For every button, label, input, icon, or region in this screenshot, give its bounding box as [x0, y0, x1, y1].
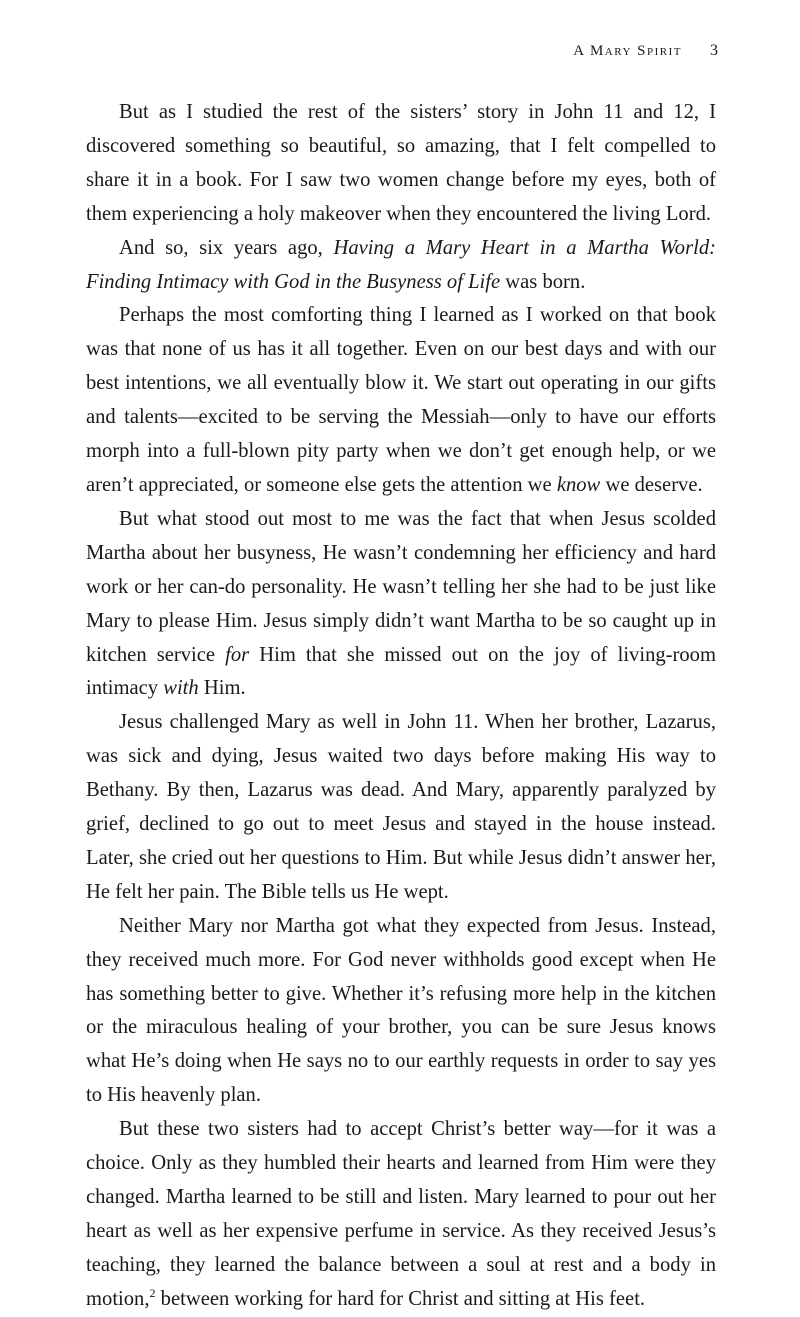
text-segment: we deserve.: [600, 473, 703, 496]
paragraph: [86, 1113, 716, 1316]
text-segment: But as I studied the rest of the sisters’ story in John 11 and 12, I discovered something so beautiful, so amazing, that I felt compelled to share it in a book. For I saw two women change before my eyes, both of them experiencing a holy makeover when they encountered the living Lord.: [86, 101, 716, 225]
text-segment: between working for hard for Christ and sitting at His feet.: [155, 1287, 646, 1310]
running-head: [573, 42, 718, 60]
footnote-marker: 2: [149, 1285, 156, 1300]
text-segment: Neither Mary nor Martha got what they expected from Jesus. Instead, they received much more. For God never withholds good except when He has something better to give. Whether it’s refusing more help in the kitchen or the miraculous healing of your brother, you can be sure Jesus knows what He’s doing when He says no to our earthly requests in order to say yes to His heavenly plan.: [86, 914, 716, 1107]
text-segment: Him that she missed out on the joy of living-room intimacy: [86, 643, 716, 700]
italic-text: know: [556, 473, 601, 496]
paragraph: [86, 96, 716, 232]
paragraph: [86, 299, 716, 502]
paragraph: [86, 503, 716, 706]
page-number: 3: [710, 42, 718, 59]
body-text: [86, 96, 716, 1317]
text-segment: And so, six years ago,: [119, 236, 334, 259]
running-title: A Mary Spirit: [573, 43, 682, 59]
paragraph: [86, 706, 716, 909]
italic-text: with: [163, 677, 199, 700]
text-segment: Jesus challenged Mary as well in John 11. When her brother, Lazarus, was sick and dying, Jesus waited two days before making His way to Bethany. By then, Lazarus was dead. And Mary, apparently paralyzed by grief, declined to go out to meet Jesus and stayed in the house instead. Later, she cried out her questions to Him. But while Jesus didn’t answer her, He felt her pain. The Bible tells us He wept.: [86, 711, 716, 903]
italic-text: for: [225, 643, 250, 666]
paragraph: [86, 232, 716, 300]
italic-text: Having a Mary Heart in a Martha World: Finding Intimacy with God in the Busyness of Life: [86, 236, 716, 293]
text-segment: Him.: [198, 677, 246, 700]
text-segment: Perhaps the most comforting thing I learned as I worked on that book was that none of us has it all together. Even on our best days and with our best intentions, we all eventually blow it. We start out operating in our gifts and talents—excited to be serving the Messiah—only to have our efforts morph into a full-blown pity party when we don’t get enough help, or we aren’t appreciated, or someone else gets the attention we: [86, 304, 716, 496]
paragraph: [86, 910, 716, 1113]
text-segment: was born.: [500, 270, 586, 293]
text-segment: But what stood out most to me was the fact that when Jesus scolded Martha about her busyness, He wasn’t condemning her efficiency and hard work or her can-do personality. He wasn’t telling her she had to be just like Mary to please Him. Jesus simply didn’t want Martha to be so caught up in kitchen service: [86, 507, 716, 666]
text-segment: But these two sisters had to accept Christ’s better way—for it was a choice. Only as they humbled their hearts and learned from Him were they changed. Martha learned to be still and listen. Mary learned to pour out her heart as well as her expensive perfume in service. As they received Jesus’s teaching, they learned the balance between a soul at rest and a body in motion,: [86, 1118, 716, 1310]
